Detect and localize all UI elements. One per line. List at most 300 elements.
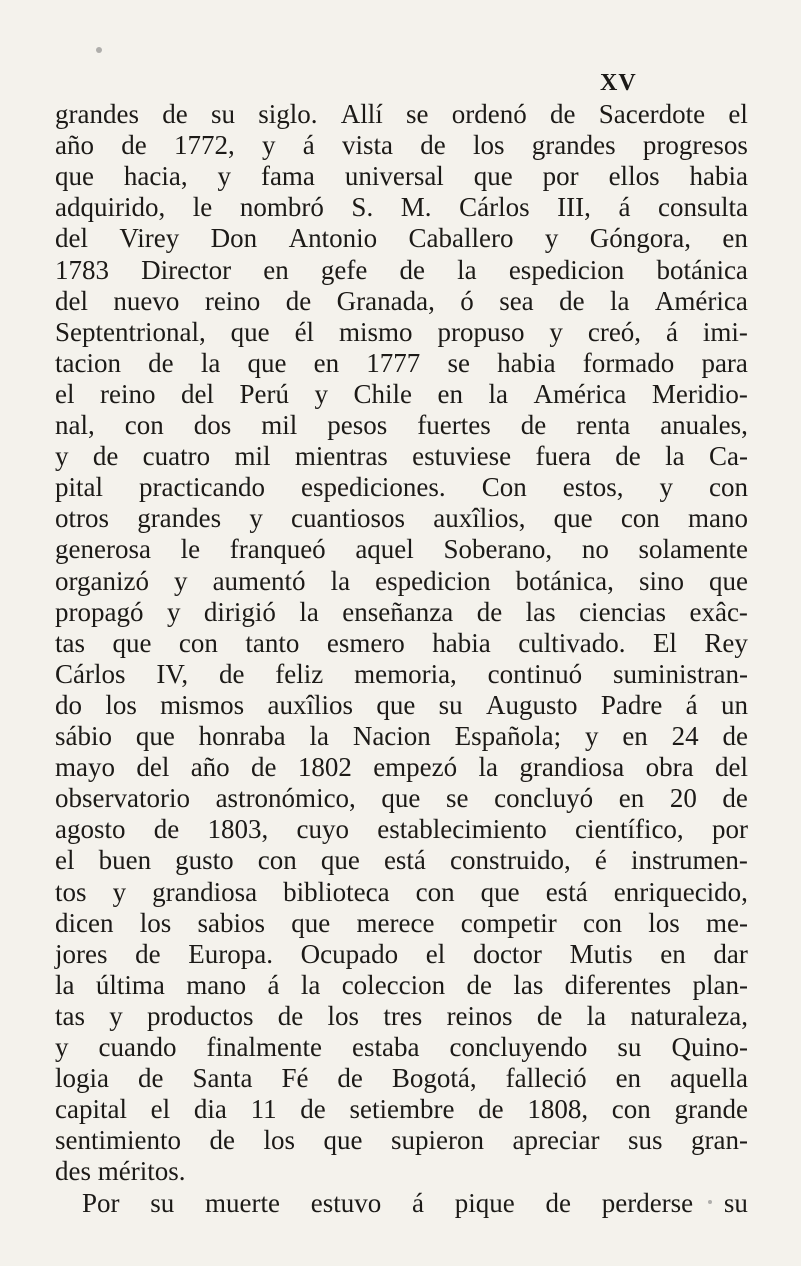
word: con [415,876,455,907]
word: los [263,1125,296,1156]
word: de [148,347,174,378]
word: dia [193,1094,227,1125]
word: Fé [281,1063,309,1094]
word: setiembre [349,1094,455,1125]
word: Nacion [352,721,431,751]
word: aquel [355,534,414,565]
text-line [55,347,748,379]
word: año [55,130,94,161]
word: y [249,503,263,534]
word: América [533,378,627,409]
word: coleccion [341,969,446,1000]
word: la [478,752,498,783]
word: adquirido, [55,192,166,223]
word: le [180,534,201,565]
word: en [313,347,340,378]
word: esmero [326,627,405,658]
word: biblioteca [283,876,390,907]
text-line [55,596,748,628]
word: sea [499,285,534,316]
word: pique [454,1187,515,1218]
word: en [437,378,463,409]
word: renta [576,410,631,440]
word: ó [460,285,474,316]
word: la [586,1000,607,1031]
word: Cárlos [55,658,126,689]
word: tas [55,627,85,658]
word: en [263,254,289,285]
text-line [55,222,748,254]
word: Meridio- [651,378,748,409]
word: en [618,783,645,814]
word: muerte [205,1187,280,1218]
word: cuatro [142,441,211,472]
word: consulta [658,192,748,223]
word: falleció [505,1063,587,1094]
word: de [300,1094,326,1125]
word: Por [82,1187,120,1218]
word: que [247,347,287,378]
word: y [314,378,328,409]
text-line [55,658,748,690]
word: fama [260,161,315,192]
word: dicen [55,907,114,938]
text-line: des méritos. [55,1156,186,1187]
word: 20 [669,783,697,814]
word: astronómico, [215,783,356,814]
word: sus [627,1125,663,1156]
word: Cárlos [459,192,530,223]
word: continuó [487,658,583,689]
word: de [218,658,245,689]
word: fuera [535,441,591,472]
word: Allí [340,99,383,129]
word: M. [400,192,432,223]
word: construido, [450,845,571,876]
word: con [620,503,660,534]
word: apreciar [512,1125,600,1156]
word: ciencias [579,596,667,627]
word: el [55,378,75,409]
word: empezó [373,752,458,783]
word: mil [234,441,271,472]
text-line [55,1187,748,1219]
word: pesos [327,410,388,440]
word: grandiosa [519,752,625,783]
word: sentimiento [55,1125,181,1156]
word: Antonio [288,223,378,254]
word: cuantiosos [291,503,406,534]
word: espedicion [375,565,491,596]
word: Ocupado [300,938,399,969]
word: instrumen- [630,845,748,876]
word: nombró [239,192,324,223]
text-line [55,409,748,441]
word: y [549,316,563,347]
word: productos [147,1000,254,1031]
word: Europa. [188,938,273,969]
text-line [55,1124,748,1156]
word: Mutis [569,938,633,969]
word: del [136,752,170,783]
word: IV, [156,658,189,689]
word: su [438,689,463,720]
text-line [55,440,748,472]
text-line [55,969,748,1001]
word: formado [582,347,675,378]
word: á [666,316,678,347]
word: diferentes [564,969,672,1000]
word: científico, [574,814,684,845]
word: que [112,627,152,658]
word: el [55,845,75,876]
word: tanto [245,627,300,658]
word: anuales, [660,410,748,440]
word: cuyo [296,814,350,845]
text-line [55,502,748,534]
word: y [55,1032,69,1062]
word: y [659,472,673,503]
word: grandes [55,99,139,129]
word: universal [344,161,444,192]
word: Augusto [486,689,578,720]
word: 1803, [207,814,269,845]
word: su [617,1032,642,1062]
word: feliz [275,658,324,689]
word: estaba [351,1032,420,1062]
word: nuevo [113,285,180,316]
word: de [121,130,147,161]
word: otros [55,503,109,534]
word: S. [351,192,374,223]
word: la [55,969,75,1000]
word: que [553,503,593,534]
text-line [55,316,748,348]
text-line [55,720,748,752]
word: 1808, [527,1094,589,1125]
word: su [723,1187,748,1218]
word: del [714,752,748,783]
word: Sacerdote [598,99,706,129]
word: Quino- [671,1032,748,1062]
word: gusto [175,845,234,876]
word: Virey [119,223,180,254]
word: 1777 [366,347,421,378]
text-line [55,938,748,970]
word: me- [706,907,748,938]
word: Española; [454,721,562,751]
word: botánica [656,254,748,285]
word: Soberano, [443,534,553,565]
word: á [685,689,698,720]
word: supieron [391,1125,485,1156]
text-line [55,565,748,597]
word: aumentó [212,565,306,596]
word: la [665,441,685,472]
word: su [210,99,235,129]
word: concluyó [494,783,594,814]
word: en [615,1063,642,1094]
word: habia [497,347,556,378]
word: habia [689,161,748,192]
word: organizó [55,565,149,596]
word: auxîlios, [433,503,526,534]
word: vista [341,130,393,161]
text-line [55,1031,748,1063]
text-line [55,813,748,845]
word: que [135,721,175,751]
word: con [611,1094,651,1125]
word: mano [688,503,748,534]
word: á [412,1187,424,1218]
text-line [55,782,748,814]
word: sabios [197,907,266,938]
word: pital [55,472,103,503]
text-line [55,689,748,721]
word: que [55,161,94,192]
word: de [209,1125,235,1156]
word: del [180,378,214,409]
word: mismos [160,689,245,720]
word: imi- [702,316,748,347]
word: 11 [250,1094,277,1125]
word: jores [55,938,108,969]
word: propuso [437,316,525,347]
word: Góngora, [589,223,692,254]
text-line [55,844,748,876]
word: Padre [600,689,663,720]
word: de [722,721,748,751]
word: él [294,316,315,347]
word: las [513,969,544,1000]
word: gran- [691,1125,748,1156]
word: grande [674,1094,748,1125]
word: la [200,347,221,378]
word: de [520,410,547,440]
word: Perú [239,378,289,409]
text-line [55,285,748,317]
word: espedicion [508,254,625,285]
word: y [544,223,559,254]
word: de [285,285,312,316]
word: tres [383,1000,423,1031]
word: y [261,130,276,161]
word: exâc- [689,596,748,627]
word: que [709,565,748,596]
word: tos [55,876,87,907]
text-line [55,533,748,565]
word: honraba [198,721,286,751]
word: agosto [55,814,126,845]
word: establecimiento [377,814,547,845]
word: el [728,99,748,129]
text-line [55,471,748,503]
word: Granada, [336,285,435,316]
word: de [478,1094,504,1125]
text-line [55,751,748,783]
word: que [376,689,416,720]
text-line [55,160,748,192]
word: los [472,130,505,161]
word: que [323,1125,363,1156]
word: de [162,99,188,129]
word: siglo. [258,99,318,129]
word: plan- [692,969,748,1000]
word: de [466,969,492,1000]
word: las [525,596,556,627]
word: se [406,99,429,129]
word: fuertes [417,410,491,440]
word: Chile [353,378,412,409]
word: y [55,441,69,472]
word: estos, [562,472,624,503]
word: los [105,689,137,720]
word: de [545,1187,571,1218]
word: Septentrional, [55,316,206,347]
text-line [55,378,748,410]
word: concluyendo [449,1032,588,1062]
word: generosa [55,534,151,565]
word: memoria, [354,658,457,689]
word: y [166,596,181,627]
word: reinos [446,1000,513,1031]
word: y [584,721,599,751]
word: en [622,721,648,751]
word: los [327,1000,360,1031]
word: de [337,1063,363,1094]
word: que [480,876,520,907]
word: cultivado. [518,627,626,658]
word: de [277,1000,304,1031]
word: III, [557,192,591,223]
word: los [648,907,680,938]
word: y [217,161,232,192]
word: y [112,876,127,907]
word: con [582,907,622,938]
word: á [618,192,631,223]
word: dirigió [203,596,276,627]
word: aquella [670,1063,748,1094]
word: de [137,1063,164,1094]
word: observatorio [55,783,190,814]
word: la [309,721,329,751]
word: de [549,99,576,129]
word: de [722,783,748,814]
word: naturaleza, [630,1000,748,1031]
word: habia [432,627,491,658]
word: obra [645,752,694,783]
word: del [55,285,88,316]
word: de [92,441,119,472]
word: sábio [55,721,112,751]
word: estuvo [310,1187,382,1218]
word: sino [638,565,684,596]
word: en [660,938,686,969]
text-line [55,1093,748,1125]
word: enseñanza [342,596,454,627]
word: está [545,876,588,907]
word: de [135,938,161,969]
word: grandiosa [152,876,258,907]
word: practicando [139,472,265,503]
word: última [95,969,165,1000]
word: capital [55,1094,127,1125]
word: del [55,223,88,254]
word: con [257,845,297,876]
text-line [55,876,748,908]
word: la [300,969,321,1000]
word: por [542,161,579,192]
word: le [192,192,213,223]
text-line [55,627,748,659]
word: se [446,783,469,814]
word: hacia, [123,161,188,192]
word: por [711,814,748,845]
word: grandes [137,503,222,534]
word: 24 [671,721,699,751]
word: no [581,534,609,565]
word: el [150,1094,171,1125]
word: á [267,969,280,1000]
word: propagó [55,596,144,627]
word: con [709,472,748,503]
word: estuviese [412,441,512,472]
word: de [399,254,426,285]
ink-speck [708,1200,712,1204]
word: franqueó [229,534,326,565]
word: se [447,347,470,378]
text-line [55,1062,748,1094]
word: ellos [608,161,660,192]
word: 1783 [55,254,109,285]
word: el [425,938,446,969]
word: 1802 [297,752,352,783]
word: los [139,907,172,938]
word: y [109,1000,123,1031]
word: Con [481,472,527,503]
word: de [153,814,180,845]
word: perderse [601,1187,694,1218]
word: dos [193,410,232,440]
word: grandes [531,130,616,161]
word: botánica, [515,565,614,596]
word: Don [210,223,258,254]
word: do [55,689,82,720]
word: su [150,1187,175,1218]
ink-speck [96,47,102,53]
word: Santa [192,1063,253,1094]
word: mano [186,969,247,1000]
word: que [230,316,270,347]
word: Ca- [708,441,748,472]
word: 1772, [173,130,235,161]
word: Bogotá, [391,1063,477,1094]
word: cuando [98,1032,177,1062]
word: mayo [55,752,115,783]
word: la [457,254,477,285]
word: dar [713,938,748,969]
word: tas [55,1000,85,1031]
word: y [174,565,188,596]
word: doctor [472,938,542,969]
word: mismo [339,316,413,347]
word: de [615,441,641,472]
word: que [381,783,421,814]
word: Caballero [408,223,514,254]
word: espediciones. [300,472,446,503]
word: solamente [638,534,748,565]
word: merece [356,907,435,938]
